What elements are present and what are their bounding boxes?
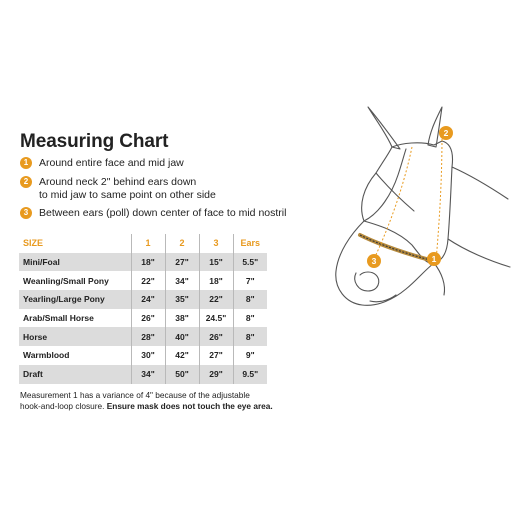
step-text: Around neck 2" behind ears down to mid jaw to same point on other side: [39, 176, 216, 201]
size-name: Horse: [19, 327, 131, 346]
note-text: Measurement 1 has a variance of 4" because of the adjustable: [20, 390, 250, 400]
measure-3-value: 27": [199, 346, 233, 365]
measure-2-value: 42": [165, 346, 199, 365]
muzzle-outline: [336, 221, 434, 305]
measure-3-value: 18": [199, 271, 233, 290]
measure-3-value: 15": [199, 253, 233, 272]
header-measure-2: 2: [165, 234, 199, 253]
measurement-note: [20, 390, 320, 412]
measure-3-value: 22": [199, 290, 233, 309]
table-row: [19, 346, 267, 365]
table-row: [19, 365, 267, 384]
measure-3-value: 26": [199, 327, 233, 346]
mask-outline: [362, 141, 453, 263]
measure-2-value: 34": [165, 271, 199, 290]
measure-2-value: 35": [165, 290, 199, 309]
header-ears: Ears: [233, 234, 267, 253]
marker-1: [427, 252, 441, 266]
measure-1-value: 24": [131, 290, 165, 309]
measure-3-value: 24.5": [199, 309, 233, 328]
neck-outline: [452, 167, 508, 199]
note-text: hook-and-loop closure.: [20, 401, 107, 411]
measure-1-value: 28": [131, 327, 165, 346]
ears-value: 8": [233, 327, 267, 346]
measure-1-value: 18": [131, 253, 165, 272]
table-header-row: [19, 234, 267, 253]
table-row: [19, 309, 267, 328]
svg-text:2: 2: [443, 128, 449, 138]
measure-2-value: 27": [165, 253, 199, 272]
measure-1-value: 22": [131, 271, 165, 290]
header-size: SIZE: [23, 238, 44, 249]
svg-text:3: 3: [371, 256, 377, 266]
ears-value: 5.5": [233, 253, 267, 272]
table-row: [19, 271, 267, 290]
nostril-outline: [355, 272, 379, 291]
right-ear-outline: [428, 107, 442, 147]
step-number-badge: 2: [20, 176, 32, 188]
note-warning: Ensure mask does not touch the eye area.: [106, 401, 273, 411]
step-number-badge: 1: [20, 157, 32, 169]
jaw-outline: [434, 263, 445, 295]
table-row: [19, 327, 267, 346]
size-name: Weanling/Small Pony: [23, 275, 109, 286]
measure-3-value: 29": [199, 365, 233, 384]
ears-value: 8": [233, 290, 267, 309]
size-name: Arab/Small Horse: [23, 313, 94, 324]
svg-text:1: 1: [431, 254, 437, 264]
ears-value: 7": [233, 271, 267, 290]
step-text: Around entire face and mid jaw: [39, 157, 184, 169]
header-measure-1: 1: [131, 234, 165, 253]
size-name: Warmblood: [23, 350, 70, 361]
measure-1-value: 30": [131, 346, 165, 365]
ears-value: 9.5": [233, 365, 267, 384]
size-name: Draft: [19, 365, 131, 384]
measure-1-value: 26": [131, 309, 165, 328]
step-number-badge: 3: [20, 207, 32, 219]
header-measure-3: 3: [199, 234, 233, 253]
measure-2-value: 40": [165, 327, 199, 346]
measure-1-value: 34": [131, 365, 165, 384]
measure-2-value: 38": [165, 309, 199, 328]
table-row: [19, 253, 267, 272]
horse-fly-mask-diagram: [330, 95, 519, 335]
ears-value: 8": [233, 309, 267, 328]
neck-outline: [448, 239, 510, 267]
measurement-2-guide: [436, 135, 442, 261]
marker-2: [439, 126, 453, 140]
size-name: Yearling/Large Pony: [19, 290, 131, 309]
table-row: [19, 290, 267, 309]
step-text: Between ears (poll) down center of face to mid nostril: [39, 207, 287, 219]
marker-3: [367, 254, 381, 268]
size-chart-table: [19, 234, 267, 384]
left-ear-outline: [368, 107, 400, 149]
size-name: Mini/Foal: [19, 253, 131, 272]
page-title: Measuring Chart: [20, 131, 169, 152]
measure-2-value: 50": [165, 365, 199, 384]
ears-value: 9": [233, 346, 267, 365]
